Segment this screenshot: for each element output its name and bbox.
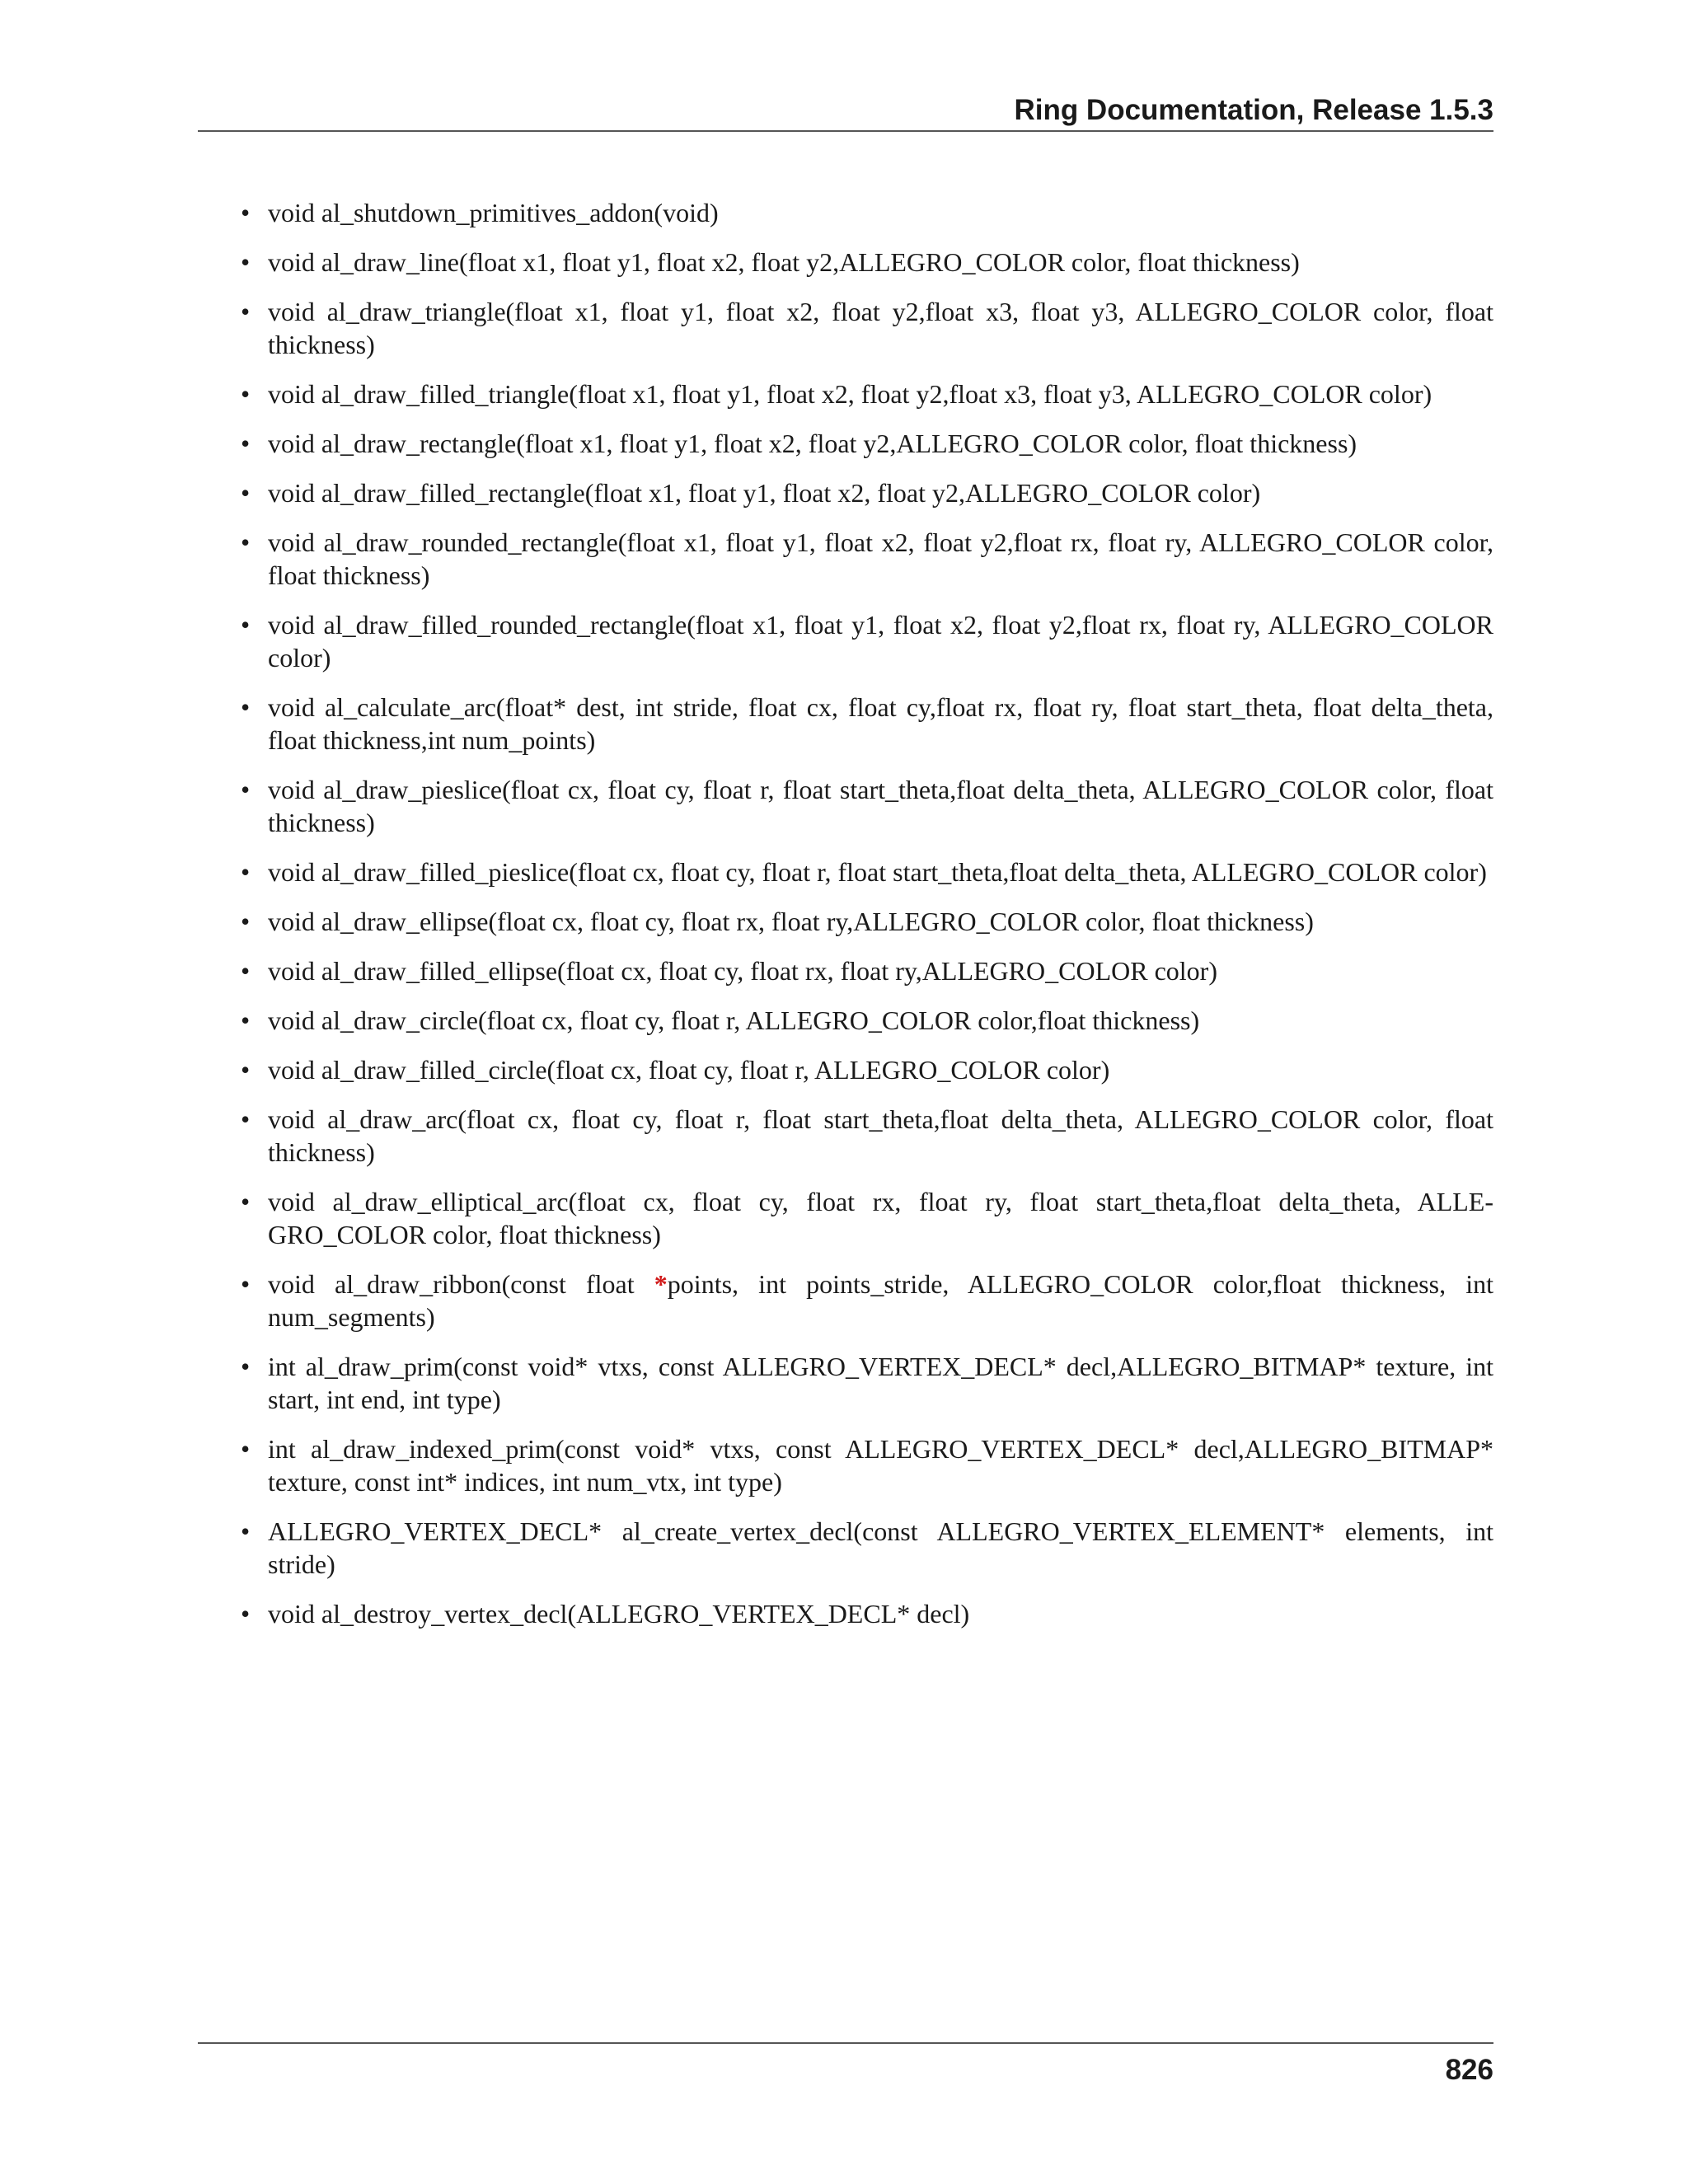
- function-signature: void al_draw_filled_ellipse(float cx, float cy, float rx, float ry,ALLEGRO_COLOR color): [268, 956, 1217, 986]
- function-signature: void al_destroy_vertex_decl(ALLEGRO_VERTEX_DECL* decl): [268, 1599, 970, 1629]
- bullet-icon: •: [241, 198, 251, 227]
- asterisk-marker: *: [654, 1269, 668, 1299]
- function-signature: void al_draw_line(float x1, float y1, float x2, float y2,ALLEGRO_COLOR color, float thickness): [268, 247, 1300, 277]
- bullet-icon: •: [241, 1352, 251, 1381]
- list-item: [198, 196, 1493, 229]
- bullet-icon: •: [241, 956, 251, 986]
- list-item: [198, 377, 1493, 410]
- bullet-icon: •: [241, 247, 251, 277]
- function-signature: void al_draw_rounded_rectangle(float x1, float y1, float x2, float y2,float rx, float ry, ALLEGRO_COLOR color, float thickness): [268, 527, 1493, 590]
- page-number: 826: [1445, 2054, 1493, 2086]
- bullet-icon: •: [241, 527, 251, 557]
- page-header: [198, 89, 1493, 132]
- list-item: [198, 1185, 1493, 1251]
- function-signature: ALLEGRO_VERTEX_DECL* al_create_vertex_decl(const ALLEGRO_VERTEX_ELEMENT* elements, int stride): [268, 1516, 1493, 1579]
- bullet-icon: •: [241, 297, 251, 326]
- list-item: [198, 1515, 1493, 1581]
- list-item: [198, 905, 1493, 938]
- function-signature: void al_draw_filled_circle(float cx, float cy, float r, ALLEGRO_COLOR color): [268, 1055, 1110, 1085]
- page-footer: [198, 2042, 1493, 2100]
- bullet-icon: •: [241, 1187, 251, 1216]
- document-title: Ring Documentation, Release 1.5.3: [1014, 94, 1493, 126]
- bullet-icon: •: [241, 692, 251, 722]
- function-signature-part: points, int points_stride, ALLEGRO_COLOR color,float thickness, int num_segments): [268, 1269, 1494, 1332]
- list-item: [198, 691, 1493, 757]
- bullet-icon: •: [241, 1269, 251, 1299]
- function-signature: int al_draw_prim(const void* vtxs, const ALLEGRO_VERTEX_DECL* decl,ALLEGRO_BITMAP* texture, int start, int end, int type): [268, 1352, 1493, 1414]
- function-signature-part: void al_draw_ribbon(const float: [268, 1269, 654, 1299]
- function-signature: void al_draw_triangle(float x1, float y1, float x2, float y2,float x3, float y3, ALLEGRO_COLOR color, float thickness): [268, 297, 1493, 359]
- bullet-icon: •: [241, 775, 251, 804]
- function-signature: void al_shutdown_primitives_addon(void): [268, 198, 719, 227]
- function-signature: void al_draw_filled_rectangle(float x1, float y1, float x2, float y2,ALLEGRO_COLOR color): [268, 478, 1261, 508]
- bullet-icon: •: [241, 1055, 251, 1085]
- list-item: [198, 1053, 1493, 1086]
- bullet-icon: •: [241, 379, 251, 409]
- function-signature: void al_draw_rectangle(float x1, float y1, float x2, float y2,ALLEGRO_COLOR color, float thickness): [268, 429, 1357, 458]
- function-signature: void al_draw_filled_pieslice(float cx, float cy, float r, float start_theta,float delta_theta, ALLEGRO_COLOR color): [268, 857, 1487, 887]
- list-item: [198, 1350, 1493, 1416]
- function-signature: void al_draw_pieslice(float cx, float cy, float r, float start_theta,float delta_theta, ALLEGRO_COLOR color, float thickness): [268, 775, 1493, 837]
- function-signature: void al_draw_ellipse(float cx, float cy, float rx, float ry,ALLEGRO_COLOR color, float thickness): [268, 907, 1314, 936]
- list-item: [198, 1103, 1493, 1169]
- list-item: [198, 773, 1493, 839]
- bullet-icon: •: [241, 610, 251, 640]
- bullet-icon: •: [241, 478, 251, 508]
- function-signature: void al_draw_filled_triangle(float x1, float y1, float x2, float y2,float x3, float y3, ALLEGRO_COLOR color): [268, 379, 1432, 409]
- function-signature: void al_draw_circle(float cx, float cy, float r, ALLEGRO_COLOR color,float thickness): [268, 1005, 1200, 1035]
- list-item: [198, 608, 1493, 674]
- function-list: [198, 196, 1493, 1630]
- bullet-icon: •: [241, 1005, 251, 1035]
- function-signature: void al_draw_arc(float cx, float cy, float r, float start_theta,float delta_theta, ALLEGRO_COLOR color, float thickness): [268, 1104, 1493, 1167]
- bullet-icon: •: [241, 857, 251, 887]
- bullet-icon: •: [241, 1434, 251, 1464]
- list-item: [198, 295, 1493, 361]
- list-item: [198, 246, 1493, 279]
- list-item: [198, 476, 1493, 509]
- list-item: [198, 954, 1493, 987]
- list-item: [198, 1004, 1493, 1037]
- bullet-icon: •: [241, 1516, 251, 1546]
- bullet-icon: •: [241, 429, 251, 458]
- bullet-icon: •: [241, 1104, 251, 1134]
- list-item: [198, 427, 1493, 460]
- list-item: [198, 1268, 1493, 1333]
- bullet-icon: •: [241, 907, 251, 936]
- list-item: [198, 1432, 1493, 1498]
- list-item: [198, 855, 1493, 888]
- page-content: [198, 196, 1493, 1647]
- function-signature: void al_draw_filled_rounded_rectangle(float x1, float y1, float x2, float y2,float rx, float ry, ALLEGRO_COLOR color): [268, 610, 1493, 673]
- function-signature: void al_calculate_arc(float* dest, int stride, float cx, float cy,float rx, float ry, float start_theta, float delta_theta, float thickness,int num_points): [268, 692, 1493, 755]
- function-signature: void al_draw_elliptical_arc(float cx, float cy, float rx, float ry, float start_theta,float delta_theta, ALLE-GRO_COLOR color, float thickness): [268, 1187, 1493, 1249]
- list-item: [198, 1597, 1493, 1630]
- function-signature: int al_draw_indexed_prim(const void* vtxs, const ALLEGRO_VERTEX_DECL* decl,ALLEGRO_BITMAP* texture, const int* indices, int num_vtx, int type): [268, 1434, 1493, 1497]
- list-item: [198, 526, 1493, 592]
- bullet-icon: •: [241, 1599, 251, 1629]
